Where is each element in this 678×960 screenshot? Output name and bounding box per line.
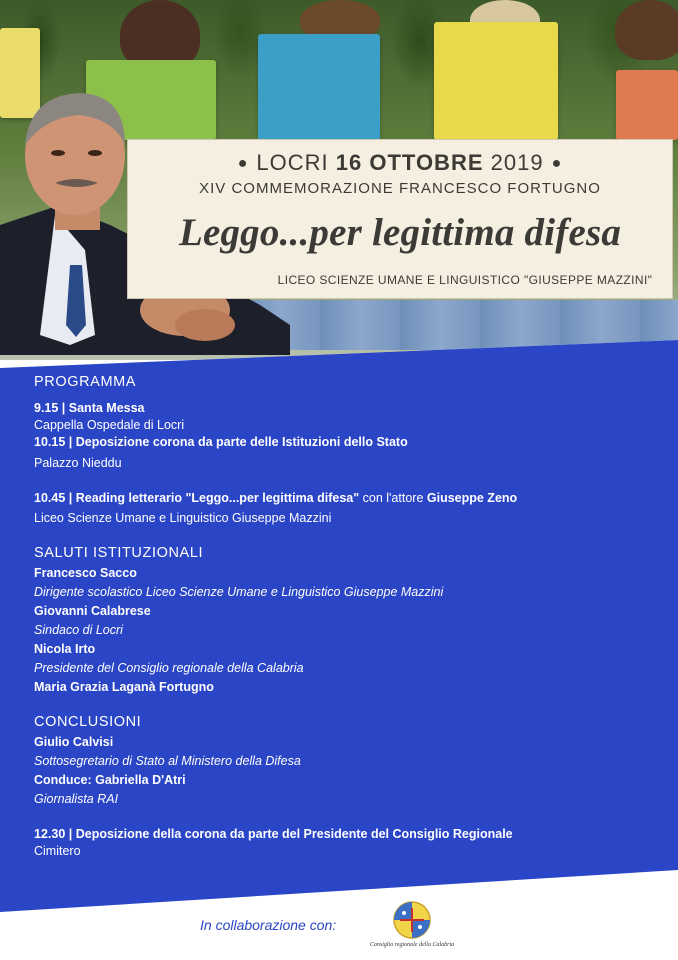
speaker-name: Giovanni Calabrese: [34, 604, 151, 618]
speaker-role: Sindaco di Locri: [34, 623, 123, 637]
event-city: LOCRI: [256, 150, 329, 175]
calabria-crest-icon: [366, 898, 458, 942]
bullet-dot-icon: ●: [551, 155, 563, 173]
program-item-place: Liceo Scienze Umane e Linguistico Giuseppe Mazzini: [34, 511, 332, 525]
program-item-actor: Giuseppe Zeno: [426, 491, 518, 505]
speaker-role: Presidente del Consiglio regionale della Calabria: [34, 661, 304, 675]
program-item-reading: [34, 490, 664, 507]
program-item-place: Cimitero: [34, 844, 81, 858]
program-item-time: 9.15 | Santa Messa: [34, 401, 145, 415]
saluti-heading: SALUTI ISTITUZIONALI: [34, 545, 204, 561]
speaker-role: Dirigente scolastico Liceo Scienze Umane e Linguistico Giuseppe Mazzini: [34, 585, 444, 599]
program-item-time: 10.45 | Reading letterario "Leggo...per legittima difesa": [34, 491, 360, 505]
collaboration-label: In collaborazione con:: [200, 917, 337, 933]
jeans-background: [240, 300, 678, 350]
event-school: LICEO SCIENZE UMANE E LINGUISTICO "GIUSEPPE MAZZINI": [277, 273, 653, 287]
speaker-role: Sottosegretario di Stato al Ministero della Difesa: [34, 754, 301, 768]
logo-caption: Consiglio regionale della Calabria: [369, 942, 455, 948]
speaker-name: Maria Grazia Laganà Fortugno: [34, 680, 214, 694]
program-item-place: Palazzo Nieddu: [34, 456, 122, 470]
event-title: Leggo...per legittima difesa: [178, 211, 622, 254]
program-item-time: 10.15 | Deposizione corona da parte delle Istituzioni dello Stato: [34, 435, 408, 449]
book-orange: [616, 70, 678, 140]
event-subtitle: XIV COMMEMORAZIONE FRANCESCO FORTUGNO: [199, 180, 601, 197]
event-date: 16 OTTOBRE: [335, 150, 484, 175]
title-box: [127, 139, 673, 299]
program-content: [34, 374, 664, 860]
programma-heading: PROGRAMMA: [34, 374, 137, 390]
moderator-name: Conduce: Gabriella D'Atri: [34, 773, 186, 787]
child-figure: [615, 0, 678, 60]
program-item-place: Cappella Ospedale di Locri: [34, 418, 185, 432]
event-year: 2019: [490, 150, 544, 175]
program-item-connector: con l'attore: [359, 491, 427, 505]
speaker-name: Giulio Calvisi: [34, 735, 114, 749]
moderator-role: Giornalista RAI: [34, 792, 119, 806]
conclusioni-heading: CONCLUSIONI: [34, 714, 142, 730]
speaker-name: Nicola Irto: [34, 642, 96, 656]
regional-council-logo: [366, 898, 458, 956]
program-item-time: 12.30 | Deposizione della corona da parte del Presidente del Consiglio Regionale: [34, 827, 513, 841]
bullet-dot-icon: ●: [237, 155, 249, 173]
event-date-line: [128, 150, 672, 176]
book-yellow: [434, 22, 558, 140]
speaker-name: Francesco Sacco: [34, 566, 137, 580]
